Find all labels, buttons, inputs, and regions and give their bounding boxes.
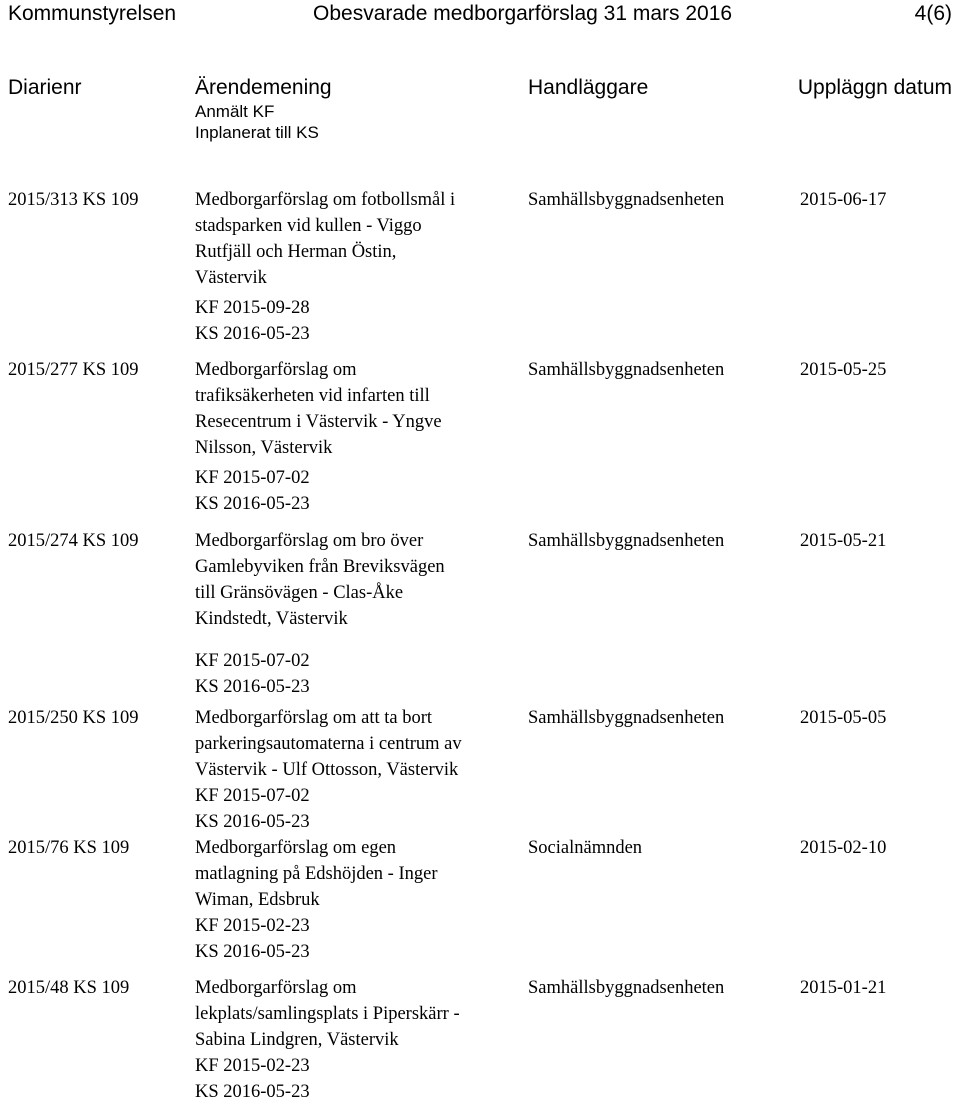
description-line: Västervik — [195, 268, 267, 288]
row-upplaggn-datum: 2015-01-21 — [800, 978, 887, 998]
row-ks-date: KS 2016-05-23 — [195, 494, 310, 514]
row-diarienr: 2015/277 KS 109 — [8, 360, 139, 380]
description-line: Wiman, Edsbruk — [195, 890, 320, 910]
row-description — [195, 975, 460, 1105]
description-line: Kindstedt, Västervik — [195, 609, 348, 629]
row-description — [195, 835, 438, 965]
description-line: trafiksäkerheten vid infarten till — [195, 386, 430, 406]
column-header-handlaggare: Handläggare — [528, 76, 649, 99]
row-diarienr: 2015/313 KS 109 — [8, 190, 139, 210]
row-handlaggare: Samhällsbyggnadsenheten — [528, 190, 725, 210]
description-line: Gamlebyviken från Breviksvägen — [195, 557, 445, 577]
organization-name: Kommunstyrelsen — [8, 2, 177, 25]
description-line: Resecentrum i Västervik - Yngve — [195, 412, 442, 432]
row-handlaggare: Samhällsbyggnadsenheten — [528, 708, 725, 728]
row-diarienr: 2015/274 KS 109 — [8, 531, 139, 551]
column-subheader-anmalt-kf: Anmält KF — [195, 102, 275, 121]
row-kf-date: KF 2015-07-02 — [195, 786, 310, 806]
row-kf-date: KF 2015-02-23 — [195, 916, 310, 936]
row-ks-date: KS 2016-05-23 — [195, 677, 310, 697]
column-header-diarienr: Diarienr — [8, 76, 82, 99]
row-upplaggn-datum: 2015-06-17 — [800, 190, 887, 210]
row-handlaggare: Samhällsbyggnadsenheten — [528, 531, 725, 551]
row-ks-date: KS 2016-05-23 — [195, 324, 310, 344]
document-title: Obesvarade medborgarförslag 31 mars 2016 — [313, 2, 733, 25]
row-description — [195, 528, 445, 700]
row-handlaggare: Socialnämnden — [528, 838, 643, 858]
description-line: Medborgarförslag om fotbollsmål i — [195, 190, 456, 210]
row-upplaggn-datum: 2015-05-05 — [800, 708, 887, 728]
row-kf-date: KF 2015-09-28 — [195, 298, 310, 318]
description-line: Nilsson, Västervik — [195, 438, 333, 458]
description-line: Rutfjäll och Herman Östin, — [195, 242, 397, 262]
row-description — [195, 187, 455, 347]
row-kf-date: KF 2015-02-23 — [195, 1056, 310, 1076]
row-diarienr: 2015/48 KS 109 — [8, 978, 130, 998]
row-upplaggn-datum: 2015-05-25 — [800, 360, 887, 380]
column-header-upplaggn-datum: Uppläggn datum — [797, 76, 952, 99]
row-kf-date: KF 2015-07-02 — [195, 468, 310, 488]
row-diarienr: 2015/250 KS 109 — [8, 708, 139, 728]
row-ks-date: KS 2016-05-23 — [195, 942, 310, 962]
page-number: 4(6) — [914, 2, 952, 25]
description-line: Medborgarförslag om egen — [195, 838, 397, 858]
description-line: stadsparken vid kullen - Viggo — [195, 216, 422, 236]
row-handlaggare: Samhällsbyggnadsenheten — [528, 978, 725, 998]
row-diarienr: 2015/76 KS 109 — [8, 838, 130, 858]
description-line: Medborgarförslag om bro över — [195, 531, 424, 551]
description-line: Medborgarförslag om — [195, 978, 357, 998]
row-kf-date: KF 2015-07-02 — [195, 651, 310, 671]
description-line: lekplats/samlingsplats i Piperskärr - — [195, 1004, 460, 1024]
column-header-arendemening: Ärendemening — [195, 76, 332, 99]
description-line: Sabina Lindgren, Västervik — [195, 1030, 399, 1050]
row-upplaggn-datum: 2015-05-21 — [800, 531, 887, 551]
row-description — [195, 705, 462, 835]
column-subheader-inplanerat-ks: Inplanerat till KS — [195, 123, 319, 142]
description-line: Västervik - Ulf Ottosson, Västervik — [195, 760, 459, 780]
row-description — [195, 357, 442, 517]
description-line: matlagning på Edshöjden - Inger — [195, 864, 438, 884]
description-line: Medborgarförslag om att ta bort — [195, 708, 433, 728]
row-upplaggn-datum: 2015-02-10 — [800, 838, 887, 858]
description-line: till Gränsövägen - Clas-Åke — [195, 583, 404, 603]
description-line: parkeringsautomaterna i centrum av — [195, 734, 462, 754]
row-ks-date: KS 2016-05-23 — [195, 812, 310, 832]
row-handlaggare: Samhällsbyggnadsenheten — [528, 360, 725, 380]
description-line: Medborgarförslag om — [195, 360, 357, 380]
row-ks-date: KS 2016-05-23 — [195, 1082, 310, 1102]
